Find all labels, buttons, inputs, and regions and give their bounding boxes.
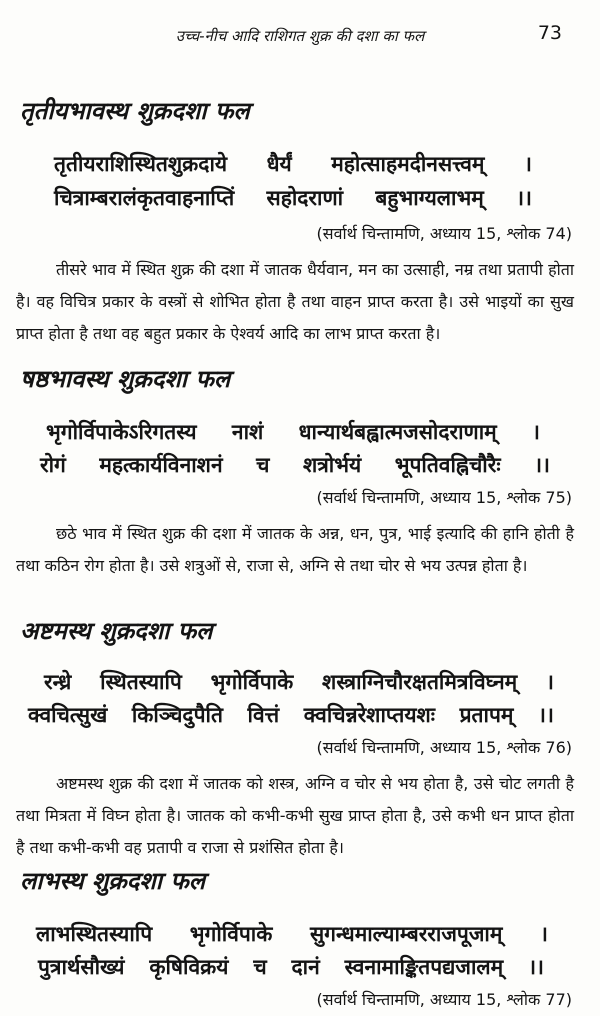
- verse-word: महत्कार्यविनाशनं: [99, 453, 223, 477]
- verse-word: ।।: [538, 703, 554, 727]
- verse-line: [54, 150, 532, 178]
- paragraph: छठे भाव में स्थित शुक्र की दशा में जातक के अन्न, धन, पुत्र, भाई इत्यादि की हानि होती है तथा कठिन रोग होता है। उसे शत्रुओं से, राजा से, अग्नि से तथा चोर से भय उत्पन्न होता है।: [16, 524, 574, 575]
- verse-word: च: [253, 955, 267, 979]
- verse-word: शत्रोर्भयं: [302, 453, 362, 477]
- paragraph: तीसरे भाव में स्थित शुक्र की दशा में जातक धैर्यवान, मन का उत्साही, नम्र तथा प्रतापी होता है। वह विचित्र प्रकार के वस्त्रों से शोभित होता है तथा वाहन प्राप्त करता है। उसे भाइयों का सुख प्राप्त होता है तथा वह बहुत प्रकार के ऐश्वर्य आदि का लाभ प्राप्त करता है।: [16, 260, 574, 343]
- section-heading: तृतीयभावस्थ शुक्रदशा फल: [20, 97, 250, 125]
- verse-word: सहोदराणां: [266, 186, 344, 210]
- verse-line: [28, 701, 554, 729]
- verse-word: दानं: [291, 955, 320, 979]
- verse-line: [54, 184, 532, 212]
- verse-word: ।।: [534, 453, 550, 477]
- verse-word: ।: [540, 922, 548, 946]
- verse-word: ।।: [528, 955, 544, 979]
- section-heading: षष्ठभावस्थ शुक्रदशा फल: [20, 365, 231, 393]
- verse-line: [44, 668, 554, 696]
- verse-line: [38, 953, 544, 981]
- verse-word: भृगोर्विपाके: [210, 670, 294, 694]
- verse-word: लाभस्थितस्यापि: [36, 922, 153, 946]
- citation: (सर्वार्थ चिन्तामणि, अध्याय 15, श्लोक 76): [316, 738, 572, 757]
- page-number: 73: [537, 22, 562, 44]
- verse-word: सुगन्धमाल्याम्बरराजपूजाम्: [309, 922, 503, 946]
- verse-word: कृषिविक्रयं: [149, 955, 229, 979]
- verse-word: स्वनामाङ्कितपद्यजालम्: [344, 955, 504, 979]
- verse-word: रोगं: [40, 453, 66, 477]
- verse-word: चित्राम्बरालंकृतवाहनाप्तिं: [54, 186, 235, 210]
- verse-line: [36, 920, 548, 948]
- verse-line: [46, 418, 540, 446]
- verse-word: भृगोर्विपाके: [189, 922, 273, 946]
- verse-word: क्वचित्सुखं: [28, 703, 108, 727]
- verse-word: ।: [545, 670, 554, 694]
- verse-line: [40, 451, 550, 479]
- verse-word: बहुभाग्यलाभम्: [375, 186, 484, 210]
- citation: (सर्वार्थ चिन्तामणि, अध्याय 15, श्लोक 75): [316, 488, 572, 507]
- section-heading: अष्टमस्थ शुक्रदशा फल: [20, 617, 213, 645]
- verse-word: धान्यार्थबह्वात्मजसोदराणाम्: [298, 420, 497, 444]
- verse-word: किञ्चिदुपैति: [131, 703, 223, 727]
- paragraph: अष्टमस्थ शुक्र की दशा में जातक को शस्त्र, अग्नि व चोर से भय होता है, उसे चोट लगती है तथा मित्रता में विघ्न होता है। जातक को कभी-कभी सुख प्राप्त होता है, उसे कभी धन प्राप्त होता है तथा कभी-कभी वह प्रतापी व राजा से प्रशंसित होता है।: [16, 774, 574, 857]
- verse-word: क्वचिन्नरेशाप्तयशः: [303, 703, 436, 727]
- verse-word: वित्तं: [247, 703, 280, 727]
- verse-word: स्थितस्यापि: [100, 670, 182, 694]
- section-heading: लाभस्थ शुक्रदशा फल: [20, 867, 206, 895]
- verse-word: तृतीयराशिस्थितशुक्रदाये: [54, 152, 228, 176]
- verse-word: महोत्साहमदीनसत्त्वम्: [331, 152, 485, 176]
- verse-word: भूपतिवह्निचौरैः: [394, 453, 501, 477]
- verse-word: शस्त्राग्निचौरक्षतमित्रविघ्नम्: [322, 670, 518, 694]
- verse-word: च: [256, 453, 270, 477]
- verse-word: नाशं: [231, 420, 264, 444]
- verse-word: ।: [532, 420, 540, 444]
- verse-word: प्रतापम्: [459, 703, 514, 727]
- citation: (सर्वार्थ चिन्तामणि, अध्याय 15, श्लोक 74): [316, 224, 572, 243]
- verse-word: ।।: [516, 186, 532, 210]
- citation: (सर्वार्थ चिन्तामणि, अध्याय 15, श्लोक 77): [316, 990, 572, 1009]
- verse-word: पुत्रार्थसौख्यं: [38, 955, 125, 979]
- running-header: उच्च-नीच आदि राशिगत शुक्र की दशा का फल: [175, 27, 425, 45]
- verse-word: धैर्यं: [266, 152, 292, 176]
- verse-word: भृगोर्विपाकेऽरिगतस्य: [46, 420, 197, 444]
- verse-word: रन्ध्रे: [44, 670, 72, 694]
- verse-word: ।: [524, 152, 532, 176]
